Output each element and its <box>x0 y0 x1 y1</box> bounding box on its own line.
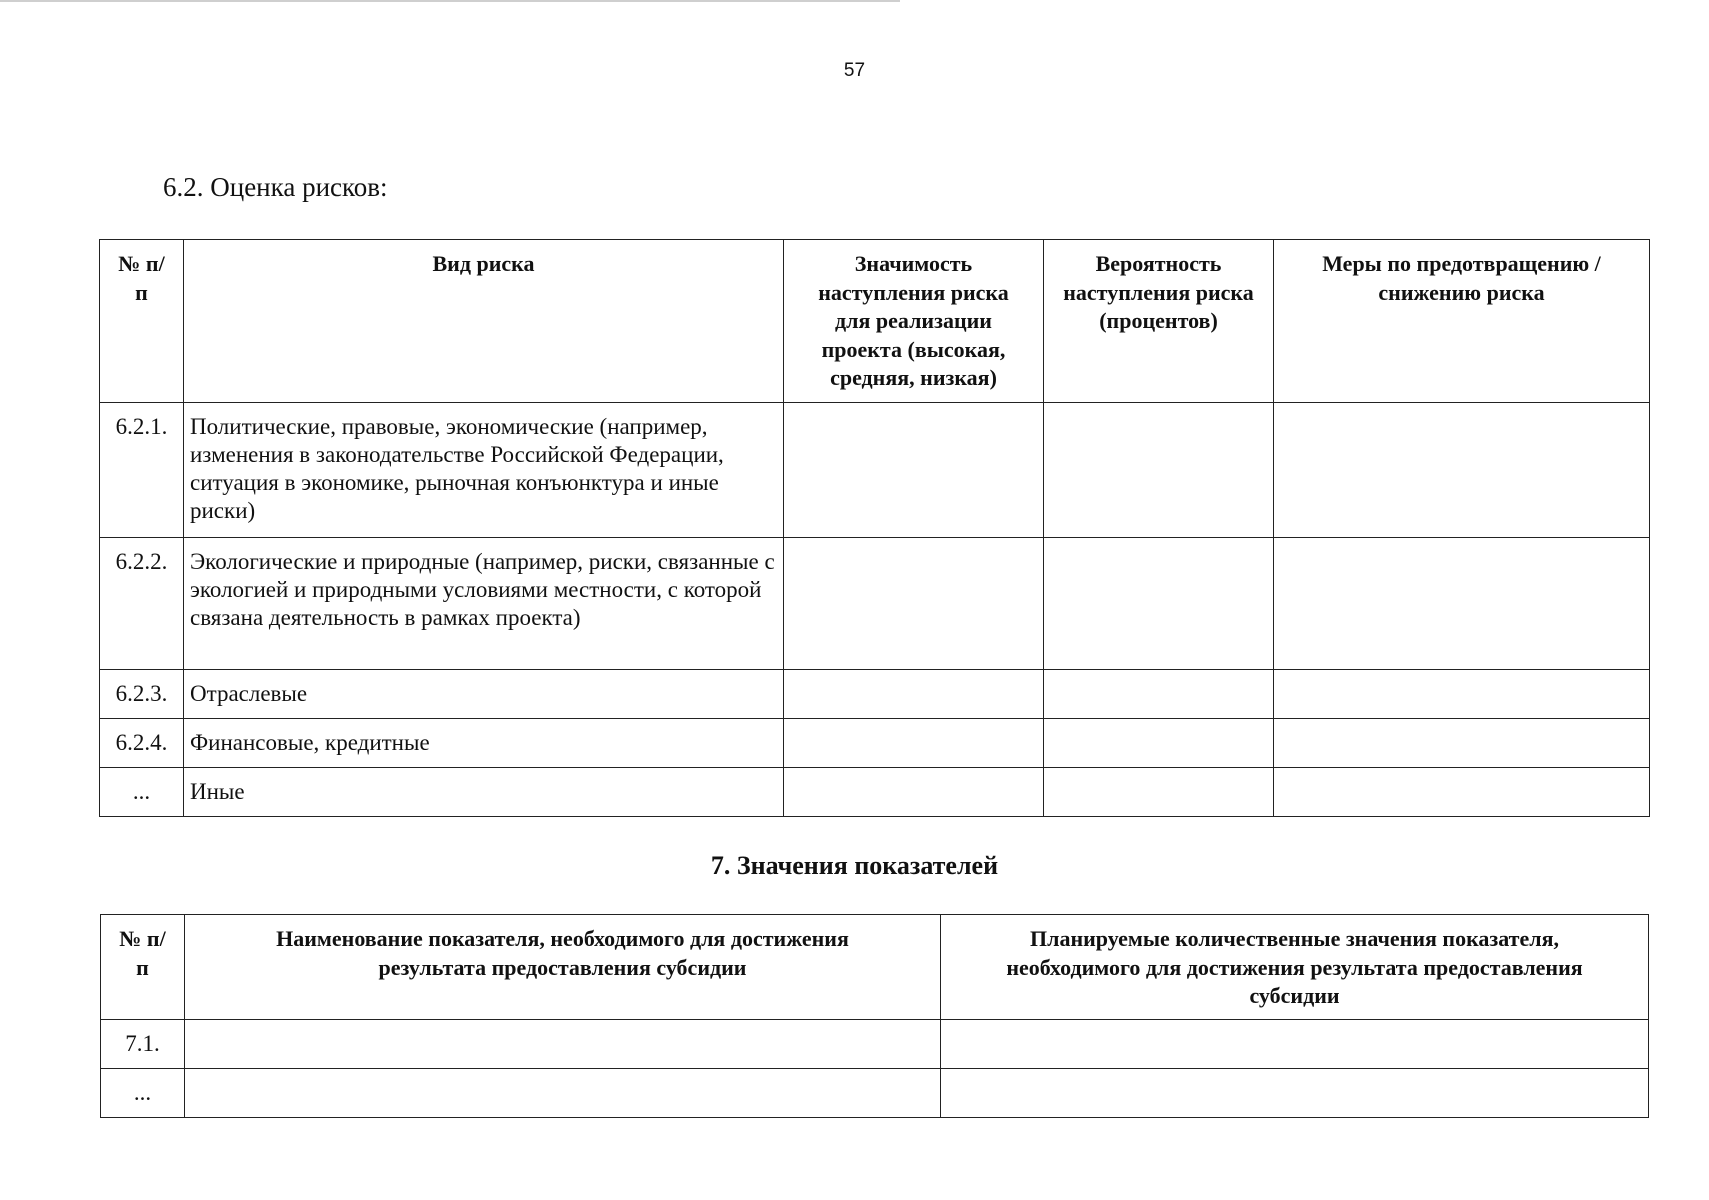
risk-row <box>100 538 1650 670</box>
indicators-header-num: № п/п <box>101 915 185 1020</box>
top-scan-edge <box>0 0 900 2</box>
indicators-row-num: ... <box>101 1069 185 1118</box>
risk-header-significance: Значимость наступления риска для реализации проекта (высокая, средняя, низкая) <box>784 240 1044 403</box>
risk-row-num: 6.2.3. <box>100 670 184 719</box>
indicators-row-name-cell <box>185 1020 941 1069</box>
risk-row-significance-cell <box>784 538 1044 670</box>
risk-row-probability-cell <box>1044 670 1274 719</box>
risk-row-num: 6.2.1. <box>100 403 184 538</box>
risk-section-heading: 6.2. Оценка рисков: <box>163 172 388 202</box>
risk-row-num: ... <box>100 768 184 817</box>
page-number: 57 <box>843 60 866 81</box>
risk-header-measures: Меры по предотвращению / снижению риска <box>1274 240 1650 403</box>
risk-row <box>100 670 1650 719</box>
risk-table-header-row <box>100 240 1650 403</box>
risk-row-probability-cell <box>1044 719 1274 768</box>
risk-row-type: Политические, правовые, экономические (например, изменения в законодательстве Российской Федерации, ситуация в экономике, рыночная конъюнктура и иные риски) <box>184 403 784 538</box>
risk-row-significance-cell <box>784 670 1044 719</box>
risk-row-significance-cell <box>784 768 1044 817</box>
risk-assessment-table <box>99 239 1650 817</box>
indicators-row-name-cell <box>185 1069 941 1118</box>
risk-row-measures-cell <box>1274 403 1650 538</box>
risk-row-type: Экологические и природные (например, риски, связанные с экологией и природными условиями местности, с которой связана деятельность в рамках проекта) <box>184 538 784 670</box>
risk-row-measures-cell <box>1274 670 1650 719</box>
risk-row <box>100 719 1650 768</box>
risk-row-type: Финансовые, кредитные <box>184 719 784 768</box>
risk-row-type: Отраслевые <box>184 670 784 719</box>
risk-header-num: № п/п <box>100 240 184 403</box>
risk-row <box>100 768 1650 817</box>
indicators-row-planned-cell <box>941 1069 1649 1118</box>
indicators-row-planned-cell <box>941 1020 1649 1069</box>
indicators-row <box>101 1020 1649 1069</box>
risk-row-num: 6.2.2. <box>100 538 184 670</box>
risk-row-probability-cell <box>1044 403 1274 538</box>
indicators-header-row <box>101 915 1649 1020</box>
risk-row-type: Иные <box>184 768 784 817</box>
indicators-row <box>101 1069 1649 1118</box>
risk-row-probability-cell <box>1044 538 1274 670</box>
risk-row-num: 6.2.4. <box>100 719 184 768</box>
risk-row-measures-cell <box>1274 719 1650 768</box>
risk-row-significance-cell <box>784 403 1044 538</box>
risk-header-type: Вид риска <box>184 240 784 403</box>
indicators-header-name: Наименование показателя, необходимого для достижения результата предоставления субсидии <box>185 915 941 1020</box>
indicators-header-planned: Планируемые количественные значения показателя, необходимого для достижения результата предоставления субсидии <box>941 915 1649 1020</box>
indicators-table <box>100 914 1649 1118</box>
risk-row-significance-cell <box>784 719 1044 768</box>
indicators-section-title: 7. Значения показателей <box>710 851 999 880</box>
risk-row <box>100 403 1650 538</box>
risk-row-measures-cell <box>1274 538 1650 670</box>
indicators-row-num: 7.1. <box>101 1020 185 1069</box>
risk-row-probability-cell <box>1044 768 1274 817</box>
risk-header-probability: Вероятность наступления риска (процентов) <box>1044 240 1274 403</box>
risk-row-measures-cell <box>1274 768 1650 817</box>
